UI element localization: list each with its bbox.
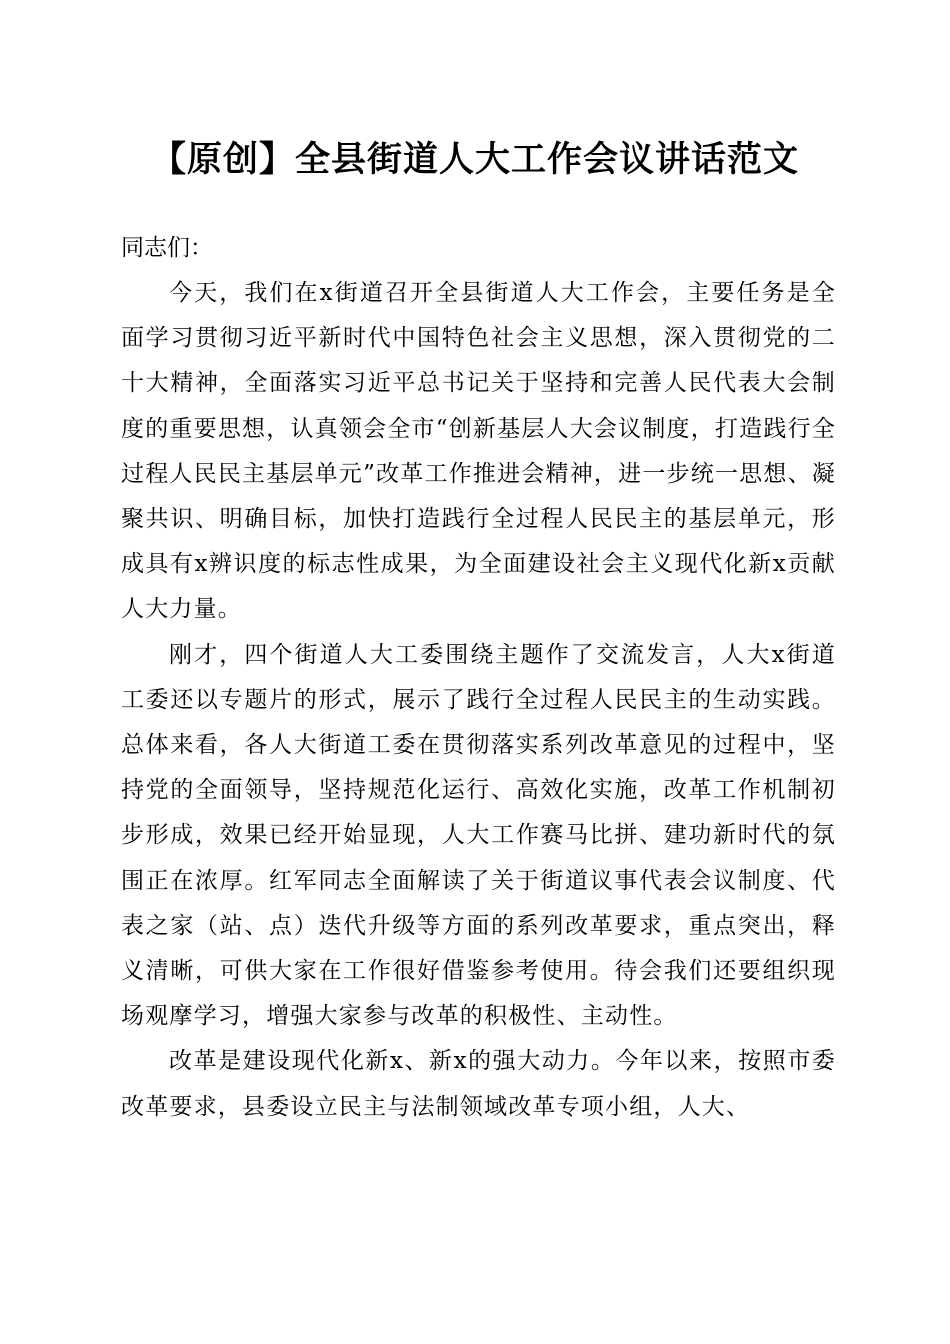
- document-title: 【原创】全县街道人大工作会议讲话范文: [150, 139, 799, 180]
- greeting-line: 同志们：: [121, 235, 213, 261]
- paragraph-3: 改革是建设现代化新x、新x的强大动力。今年以来，按照市委改革要求，县委设立民主与法制领域改革专项小组，人大、: [121, 1048, 836, 1120]
- document-body: [121, 226, 836, 1130]
- paragraph-1: 今天，我们在x街道召开全县街道人大工作会，主要任务是全面学习贯彻习近平新时代中国特色社会主义思想，深入贯彻党的二十大精神，全面落实习近平总书记关于坚持和完善人民代表大会制度的重要思想，认真领会全市“创新基层人大会议制度，打造践行全过程人民民主基层单元”改革工作推进会精神，进一步统一思想、凝聚共识、明确目标，加快打造践行全过程人民民主的基层单元，形成具有x辨识度的标志性成果，为全面建设社会主义现代化新x贡献人大力量。: [121, 280, 836, 623]
- paragraph-2: 刚才，四个街道人大工委围绕主题作了交流发言，人大x街道工委还以专题片的形式，展示了践行全过程人民民主的生动实践。总体来看，各人大街道工委在贯彻落实系列改革意见的过程中，坚持党的全面领导，坚持规范化运行、高效化实施，改革工作机制初步形成，效果已经开始显现，人大工作赛马比拼、建功新时代的氛围正在浓厚。红军同志全面解读了关于街道议事代表会议制度、代表之家（站、点）迭代升级等方面的系列改革要求，重点突出，释义清晰，可供大家在工作很好借鉴参考使用。待会我们还要组织现场观摩学习，增强大家参与改革的积极性、主动性。: [121, 641, 836, 1030]
